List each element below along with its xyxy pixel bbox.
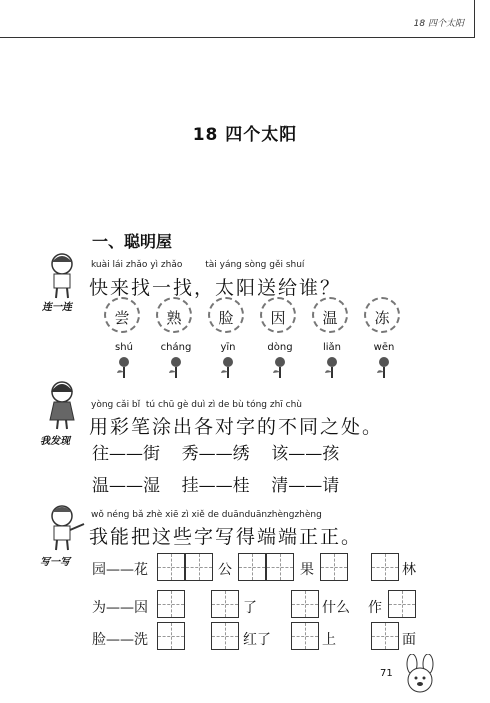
exercise-label-connect: 连一连 [42,302,72,313]
pinyin-answer[interactable]: yīn [220,342,236,353]
sun-char[interactable]: 熟 [152,307,196,328]
word-prompt: 园——花 [92,562,148,578]
word-prompt: 面 [402,632,416,648]
writing-grid-box[interactable] [371,553,399,581]
word-prompt: 上 [322,632,336,648]
exercise1-sentence: 快来找一找，太阳送给谁？ [89,277,342,299]
girl-mascot-icon [42,378,86,430]
writing-grid-box[interactable] [185,553,213,581]
exercise3-sentence: 我能把这些字写得端端正正。 [89,526,363,548]
sun-char[interactable]: 尝 [100,307,144,328]
sun-char[interactable]: 脸 [204,307,248,328]
word-prompt: 脸——洗 [92,632,148,648]
word-prompt: 为——因 [92,600,148,616]
boy-mascot-icon [44,250,84,300]
writing-grid-box[interactable] [157,590,185,618]
word-prompt: 公 [218,562,232,578]
word-prompt: 果 [300,562,314,578]
writing-grid-box[interactable] [291,590,319,618]
writing-grid-box[interactable] [157,622,185,650]
word-prompt: 林 [402,562,416,578]
sun-char[interactable]: 冻 [360,307,404,328]
flower-icon [324,356,340,378]
word-prompt: 作 [368,600,382,616]
flower-icon [272,356,288,378]
writing-grid-box[interactable] [371,622,399,650]
writing-grid-box[interactable] [320,553,348,581]
pinyin-answer[interactable]: liǎn [322,342,342,353]
pinyin-answer[interactable]: dòng [267,342,293,353]
char-pairs-row-1: 往——街 秀——绣 该——孩 [92,444,340,464]
exercise-label-write: 写一写 [40,557,70,568]
char-pairs-row-2: 温——湿 挂——桂 清——请 [92,476,340,496]
writing-mascot-icon [44,502,88,552]
writing-grid-box[interactable] [211,622,239,650]
writing-grid-box[interactable] [291,622,319,650]
word-prompt: 什么 [322,600,350,616]
sun-char[interactable]: 因 [256,307,300,328]
exercise1-pinyin: kuài lái zhǎo yì zhǎo tài yáng sòng gěi shuí [91,260,305,270]
exercise3-pinyin: wǒ néng bǎ zhè xiē zì xiě de duānduānzhèngzhèng [91,510,322,520]
flower-icon [220,356,236,378]
writing-grid-box[interactable] [211,590,239,618]
writing-grid-box[interactable] [266,553,294,581]
exercise2-sentence: 用彩笔涂出各对字的不同之处。 [89,416,384,438]
flower-icon [376,356,392,378]
lesson-title: 18 四个太阳 [192,125,298,145]
flower-icon [116,356,132,378]
header-corner-rule [470,0,475,38]
writing-grid-box[interactable] [157,553,185,581]
exercise2-pinyin: yòng cǎi bǐ tú chū gè duì zì de bù tóng zhī chù [91,400,303,410]
sun-char[interactable]: 温 [308,307,352,328]
flower-icon [168,356,184,378]
pinyin-answer[interactable]: wēn [373,342,395,353]
header-rule [0,37,474,38]
running-header: 18 四个太阳 [413,19,464,29]
bunny-icon [398,654,444,694]
writing-grid-box[interactable] [238,553,266,581]
pinyin-answer[interactable]: shú [115,342,133,353]
word-prompt: 了 [243,600,257,616]
pinyin-answer[interactable]: cháng [160,342,192,353]
exercise-label-discover: 我发现 [40,436,70,447]
section-title: 一、聪明屋 [92,232,173,251]
word-prompt: 红了 [243,632,271,648]
writing-grid-box[interactable] [388,590,416,618]
page-number: 71 [380,668,393,679]
